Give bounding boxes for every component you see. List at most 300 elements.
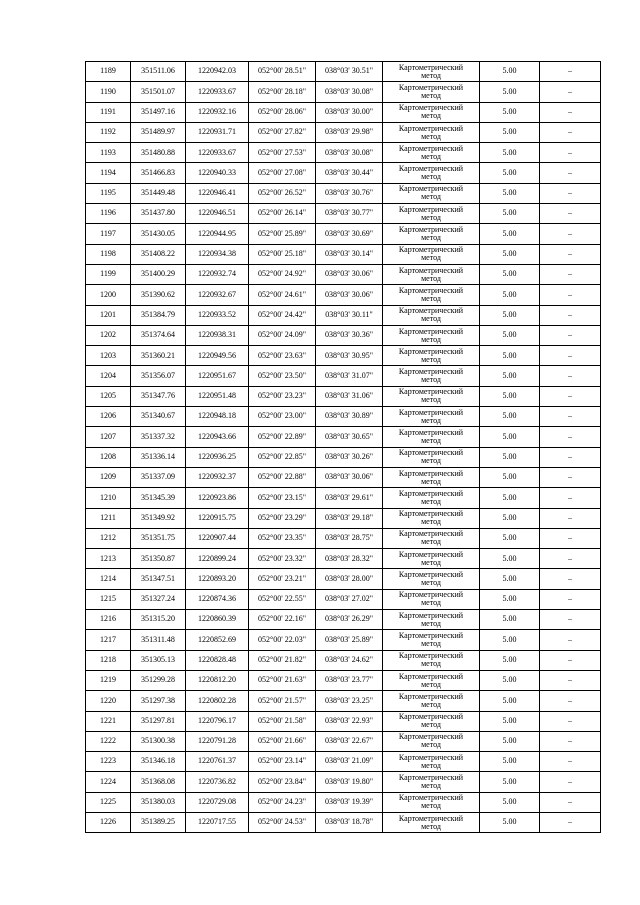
accuracy-cell: 5.00: [480, 569, 540, 589]
point-number-cell: 1217: [86, 630, 131, 650]
longitude-cell: 038°03' 30.95": [316, 346, 383, 366]
table-row: [86, 407, 601, 427]
accuracy-cell: 5.00: [480, 204, 540, 224]
point-number-cell: 1208: [86, 447, 131, 467]
method-cell: [383, 467, 480, 487]
method-text-line: Картометрический: [398, 529, 464, 539]
longitude-cell: 038°03' 29.61": [316, 488, 383, 508]
longitude-cell: 038°03' 27.02": [316, 589, 383, 609]
longitude-cell: 038°03' 30.65": [316, 427, 383, 447]
method-text-line: Картометрический: [398, 630, 464, 640]
latitude-cell: 052°00' 24.92": [249, 264, 316, 284]
latitude-cell: 052°00' 23.35": [249, 528, 316, 548]
y-coordinate-cell: 1220946.51: [186, 204, 249, 224]
method-text-line: Картометрический: [398, 225, 464, 235]
point-number-cell: 1198: [86, 244, 131, 264]
table-row: [86, 772, 601, 792]
note-cell: –: [540, 711, 601, 731]
method-cell: [383, 630, 480, 650]
point-number-cell: 1190: [86, 82, 131, 102]
y-coordinate-cell: 1220951.67: [186, 366, 249, 386]
longitude-cell: 038°03' 29.18": [316, 508, 383, 528]
coordinates-table: [85, 61, 601, 833]
method-text-line: метод: [421, 192, 441, 202]
latitude-cell: 052°00' 24.23": [249, 792, 316, 812]
accuracy-cell: 5.00: [480, 82, 540, 102]
table-row: [86, 812, 601, 832]
point-number-cell: 1218: [86, 650, 131, 670]
note-cell: –: [540, 285, 601, 305]
latitude-cell: 052°00' 24.42": [249, 305, 316, 325]
longitude-cell: 038°03' 30.51": [316, 62, 383, 82]
method-text-line: Картометрический: [398, 184, 464, 194]
y-coordinate-cell: 1220874.36: [186, 589, 249, 609]
longitude-cell: 038°03' 22.93": [316, 711, 383, 731]
method-text-line: метод: [421, 821, 441, 831]
method-text-line: Картометрический: [398, 427, 464, 437]
x-coordinate-cell: 351400.29: [131, 264, 186, 284]
method-text-line: метод: [421, 618, 441, 628]
table-row: [86, 244, 601, 264]
x-coordinate-cell: 351349.92: [131, 508, 186, 528]
y-coordinate-cell: 1220940.33: [186, 163, 249, 183]
longitude-cell: 038°03' 30.08": [316, 82, 383, 102]
method-text-line: Картометрический: [398, 326, 464, 336]
note-cell: –: [540, 569, 601, 589]
method-text-line: метод: [421, 598, 441, 608]
point-number-cell: 1204: [86, 366, 131, 386]
method-cell: [383, 366, 480, 386]
method-cell: [383, 691, 480, 711]
point-number-cell: 1195: [86, 183, 131, 203]
x-coordinate-cell: 351408.22: [131, 244, 186, 264]
x-coordinate-cell: 351511.06: [131, 62, 186, 82]
accuracy-cell: 5.00: [480, 366, 540, 386]
table-row: [86, 630, 601, 650]
longitude-cell: 038°03' 24.62": [316, 650, 383, 670]
note-cell: –: [540, 488, 601, 508]
note-cell: –: [540, 792, 601, 812]
x-coordinate-cell: 351480.88: [131, 143, 186, 163]
method-text-line: метод: [421, 354, 441, 364]
note-cell: –: [540, 427, 601, 447]
note-cell: –: [540, 752, 601, 772]
method-cell: [383, 427, 480, 447]
x-coordinate-cell: 351390.62: [131, 285, 186, 305]
accuracy-cell: 5.00: [480, 143, 540, 163]
longitude-cell: 038°03' 31.06": [316, 386, 383, 406]
point-number-cell: 1213: [86, 549, 131, 569]
table-row: [86, 82, 601, 102]
longitude-cell: 038°03' 30.14": [316, 244, 383, 264]
accuracy-cell: 5.00: [480, 691, 540, 711]
table-row: [86, 610, 601, 630]
y-coordinate-cell: 1220934.38: [186, 244, 249, 264]
table-row: [86, 62, 601, 82]
point-number-cell: 1222: [86, 731, 131, 751]
latitude-cell: 052°00' 22.89": [249, 427, 316, 447]
point-number-cell: 1191: [86, 102, 131, 122]
method-cell: [383, 812, 480, 832]
y-coordinate-cell: 1220933.52: [186, 305, 249, 325]
y-coordinate-cell: 1220944.95: [186, 224, 249, 244]
method-cell: [383, 122, 480, 142]
latitude-cell: 052°00' 23.63": [249, 346, 316, 366]
accuracy-cell: 5.00: [480, 711, 540, 731]
longitude-cell: 038°03' 30.44": [316, 163, 383, 183]
accuracy-cell: 5.00: [480, 650, 540, 670]
latitude-cell: 052°00' 23.29": [249, 508, 316, 528]
method-text-line: Картометрический: [398, 468, 464, 478]
method-text-line: Картометрический: [398, 103, 464, 113]
table-row: [86, 102, 601, 122]
x-coordinate-cell: 351347.76: [131, 386, 186, 406]
latitude-cell: 052°00' 21.82": [249, 650, 316, 670]
y-coordinate-cell: 1220796.17: [186, 711, 249, 731]
accuracy-cell: 5.00: [480, 812, 540, 832]
latitude-cell: 052°00' 23.32": [249, 549, 316, 569]
method-text-line: метод: [421, 638, 441, 648]
table-row: [86, 467, 601, 487]
accuracy-cell: 5.00: [480, 549, 540, 569]
accuracy-cell: 5.00: [480, 264, 540, 284]
longitude-cell: 038°03' 30.08": [316, 143, 383, 163]
y-coordinate-cell: 1220915.75: [186, 508, 249, 528]
method-cell: [383, 508, 480, 528]
y-coordinate-cell: 1220946.41: [186, 183, 249, 203]
method-cell: [383, 102, 480, 122]
table-row: [86, 752, 601, 772]
method-cell: [383, 711, 480, 731]
x-coordinate-cell: 351351.75: [131, 528, 186, 548]
point-number-cell: 1194: [86, 163, 131, 183]
x-coordinate-cell: 351368.08: [131, 772, 186, 792]
x-coordinate-cell: 351315.20: [131, 610, 186, 630]
note-cell: –: [540, 691, 601, 711]
latitude-cell: 052°00' 25.89": [249, 224, 316, 244]
y-coordinate-cell: 1220923.86: [186, 488, 249, 508]
note-cell: –: [540, 244, 601, 264]
latitude-cell: 052°00' 23.84": [249, 772, 316, 792]
table-row: [86, 427, 601, 447]
latitude-cell: 052°00' 24.53": [249, 812, 316, 832]
table-row: [86, 183, 601, 203]
note-cell: –: [540, 508, 601, 528]
point-number-cell: 1207: [86, 427, 131, 447]
method-cell: [383, 62, 480, 82]
longitude-cell: 038°03' 28.00": [316, 569, 383, 589]
accuracy-cell: 5.00: [480, 407, 540, 427]
table-row: [86, 346, 601, 366]
x-coordinate-cell: 351337.09: [131, 467, 186, 487]
latitude-cell: 052°00' 22.88": [249, 467, 316, 487]
x-coordinate-cell: 351380.03: [131, 792, 186, 812]
accuracy-cell: 5.00: [480, 670, 540, 690]
method-text-line: метод: [421, 476, 441, 486]
latitude-cell: 052°00' 23.23": [249, 386, 316, 406]
y-coordinate-cell: 1220951.48: [186, 386, 249, 406]
table-row: [86, 528, 601, 548]
longitude-cell: 038°03' 30.11": [316, 305, 383, 325]
method-text-line: Картометрический: [398, 488, 464, 498]
method-cell: [383, 569, 480, 589]
point-number-cell: 1206: [86, 407, 131, 427]
longitude-cell: 038°03' 30.36": [316, 325, 383, 345]
method-cell: [383, 650, 480, 670]
table-row: [86, 731, 601, 751]
point-number-cell: 1189: [86, 62, 131, 82]
method-cell: [383, 346, 480, 366]
method-text-line: Картометрический: [398, 793, 464, 803]
longitude-cell: 038°03' 30.76": [316, 183, 383, 203]
latitude-cell: 052°00' 28.51": [249, 62, 316, 82]
x-coordinate-cell: 351497.16: [131, 102, 186, 122]
x-coordinate-cell: 351466.83: [131, 163, 186, 183]
point-number-cell: 1199: [86, 264, 131, 284]
note-cell: –: [540, 366, 601, 386]
y-coordinate-cell: 1220802.28: [186, 691, 249, 711]
accuracy-cell: 5.00: [480, 528, 540, 548]
x-coordinate-cell: 351360.21: [131, 346, 186, 366]
longitude-cell: 038°03' 30.00": [316, 102, 383, 122]
method-text-line: метод: [421, 435, 441, 445]
note-cell: –: [540, 183, 601, 203]
accuracy-cell: 5.00: [480, 386, 540, 406]
latitude-cell: 052°00' 26.14": [249, 204, 316, 224]
x-coordinate-cell: 351337.32: [131, 427, 186, 447]
table-row: [86, 711, 601, 731]
method-text-line: Картометрический: [398, 82, 464, 92]
method-text-line: Картометрический: [398, 509, 464, 519]
method-text-line: Картометрический: [398, 732, 464, 742]
point-number-cell: 1197: [86, 224, 131, 244]
point-number-cell: 1200: [86, 285, 131, 305]
method-cell: [383, 386, 480, 406]
table-row: [86, 792, 601, 812]
accuracy-cell: 5.00: [480, 183, 540, 203]
longitude-cell: 038°03' 18.78": [316, 812, 383, 832]
note-cell: –: [540, 82, 601, 102]
method-text-line: Картометрический: [398, 691, 464, 701]
latitude-cell: 052°00' 23.15": [249, 488, 316, 508]
accuracy-cell: 5.00: [480, 163, 540, 183]
method-text-line: Картометрический: [398, 367, 464, 377]
y-coordinate-cell: 1220860.39: [186, 610, 249, 630]
y-coordinate-cell: 1220936.25: [186, 447, 249, 467]
method-cell: [383, 264, 480, 284]
note-cell: –: [540, 163, 601, 183]
note-cell: –: [540, 447, 601, 467]
accuracy-cell: 5.00: [480, 447, 540, 467]
method-text-line: Картометрический: [398, 204, 464, 214]
longitude-cell: 038°03' 30.06": [316, 285, 383, 305]
x-coordinate-cell: 351340.67: [131, 407, 186, 427]
y-coordinate-cell: 1220948.18: [186, 407, 249, 427]
accuracy-cell: 5.00: [480, 610, 540, 630]
note-cell: –: [540, 589, 601, 609]
accuracy-cell: 5.00: [480, 772, 540, 792]
longitude-cell: 038°03' 30.89": [316, 407, 383, 427]
note-cell: –: [540, 386, 601, 406]
point-number-cell: 1210: [86, 488, 131, 508]
method-text-line: Картометрический: [398, 164, 464, 174]
method-text-line: Картометрический: [398, 671, 464, 681]
x-coordinate-cell: 351346.18: [131, 752, 186, 772]
method-cell: [383, 204, 480, 224]
y-coordinate-cell: 1220942.03: [186, 62, 249, 82]
method-cell: [383, 407, 480, 427]
method-cell: [383, 143, 480, 163]
note-cell: –: [540, 407, 601, 427]
table-row: [86, 366, 601, 386]
accuracy-cell: 5.00: [480, 467, 540, 487]
method-text-line: Картометрический: [398, 123, 464, 133]
method-text-line: Картометрический: [398, 590, 464, 600]
longitude-cell: 038°03' 25.89": [316, 630, 383, 650]
method-cell: [383, 549, 480, 569]
method-cell: [383, 285, 480, 305]
method-text-line: метод: [421, 90, 441, 100]
method-text-line: метод: [421, 334, 441, 344]
point-number-cell: 1212: [86, 528, 131, 548]
accuracy-cell: 5.00: [480, 752, 540, 772]
x-coordinate-cell: 351305.13: [131, 650, 186, 670]
accuracy-cell: 5.00: [480, 285, 540, 305]
x-coordinate-cell: 351430.05: [131, 224, 186, 244]
y-coordinate-cell: 1220828.48: [186, 650, 249, 670]
latitude-cell: 052°00' 23.14": [249, 752, 316, 772]
note-cell: –: [540, 346, 601, 366]
note-cell: –: [540, 122, 601, 142]
method-cell: [383, 772, 480, 792]
method-cell: [383, 244, 480, 264]
y-coordinate-cell: 1220938.31: [186, 325, 249, 345]
y-coordinate-cell: 1220791.28: [186, 731, 249, 751]
y-coordinate-cell: 1220907.44: [186, 528, 249, 548]
x-coordinate-cell: 351297.38: [131, 691, 186, 711]
method-text-line: метод: [421, 212, 441, 222]
y-coordinate-cell: 1220932.74: [186, 264, 249, 284]
latitude-cell: 052°00' 22.85": [249, 447, 316, 467]
latitude-cell: 052°00' 22.03": [249, 630, 316, 650]
note-cell: –: [540, 305, 601, 325]
longitude-cell: 038°03' 28.75": [316, 528, 383, 548]
y-coordinate-cell: 1220729.08: [186, 792, 249, 812]
accuracy-cell: 5.00: [480, 731, 540, 751]
longitude-cell: 038°03' 21.09": [316, 752, 383, 772]
method-text-line: Картометрический: [398, 285, 464, 295]
method-text-line: метод: [421, 253, 441, 263]
note-cell: –: [540, 610, 601, 630]
method-cell: [383, 610, 480, 630]
x-coordinate-cell: 351384.79: [131, 305, 186, 325]
table-row: [86, 264, 601, 284]
table-row: [86, 305, 601, 325]
method-cell: [383, 752, 480, 772]
longitude-cell: 038°03' 30.26": [316, 447, 383, 467]
accuracy-cell: 5.00: [480, 427, 540, 447]
method-text-line: метод: [421, 314, 441, 324]
method-text-line: Картометрический: [398, 306, 464, 316]
note-cell: –: [540, 467, 601, 487]
accuracy-cell: 5.00: [480, 62, 540, 82]
table-row: [86, 285, 601, 305]
method-text-line: метод: [421, 679, 441, 689]
note-cell: –: [540, 224, 601, 244]
table-row: [86, 569, 601, 589]
point-number-cell: 1215: [86, 589, 131, 609]
method-cell: [383, 224, 480, 244]
longitude-cell: 038°03' 28.32": [316, 549, 383, 569]
table-row: [86, 163, 601, 183]
table-row: [86, 508, 601, 528]
accuracy-cell: 5.00: [480, 346, 540, 366]
x-coordinate-cell: 351350.87: [131, 549, 186, 569]
y-coordinate-cell: 1220932.16: [186, 102, 249, 122]
latitude-cell: 052°00' 27.08": [249, 163, 316, 183]
x-coordinate-cell: 351389.25: [131, 812, 186, 832]
point-number-cell: 1214: [86, 569, 131, 589]
method-cell: [383, 183, 480, 203]
method-cell: [383, 305, 480, 325]
method-text-line: метод: [421, 131, 441, 141]
accuracy-cell: 5.00: [480, 224, 540, 244]
point-number-cell: 1209: [86, 467, 131, 487]
x-coordinate-cell: 351356.07: [131, 366, 186, 386]
longitude-cell: 038°03' 23.25": [316, 691, 383, 711]
latitude-cell: 052°00' 27.53": [249, 143, 316, 163]
accuracy-cell: 5.00: [480, 488, 540, 508]
method-text-line: метод: [421, 760, 441, 770]
method-text-line: метод: [421, 781, 441, 791]
longitude-cell: 038°03' 29.98": [316, 122, 383, 142]
point-number-cell: 1202: [86, 325, 131, 345]
accuracy-cell: 5.00: [480, 325, 540, 345]
y-coordinate-cell: 1220943.66: [186, 427, 249, 447]
note-cell: –: [540, 812, 601, 832]
method-text-line: метод: [421, 659, 441, 669]
method-text-line: Картометрический: [398, 773, 464, 783]
point-number-cell: 1193: [86, 143, 131, 163]
accuracy-cell: 5.00: [480, 305, 540, 325]
x-coordinate-cell: 351449.48: [131, 183, 186, 203]
y-coordinate-cell: 1220899.24: [186, 549, 249, 569]
method-text-line: метод: [421, 293, 441, 303]
y-coordinate-cell: 1220852.69: [186, 630, 249, 650]
method-text-line: метод: [421, 273, 441, 283]
x-coordinate-cell: 351489.97: [131, 122, 186, 142]
method-cell: [383, 670, 480, 690]
latitude-cell: 052°00' 27.82": [249, 122, 316, 142]
x-coordinate-cell: 351347.51: [131, 569, 186, 589]
point-number-cell: 1211: [86, 508, 131, 528]
point-number-cell: 1201: [86, 305, 131, 325]
method-text-line: Картометрический: [398, 813, 464, 823]
latitude-cell: 052°00' 23.50": [249, 366, 316, 386]
method-text-line: метод: [421, 151, 441, 161]
table-row: [86, 589, 601, 609]
method-cell: [383, 447, 480, 467]
latitude-cell: 052°00' 26.52": [249, 183, 316, 203]
method-text-line: метод: [421, 415, 441, 425]
accuracy-cell: 5.00: [480, 122, 540, 142]
method-text-line: Картометрический: [398, 387, 464, 397]
y-coordinate-cell: 1220736.82: [186, 772, 249, 792]
x-coordinate-cell: 351311.48: [131, 630, 186, 650]
latitude-cell: 052°00' 23.00": [249, 407, 316, 427]
table-row: [86, 122, 601, 142]
method-text-line: Картометрический: [398, 143, 464, 153]
